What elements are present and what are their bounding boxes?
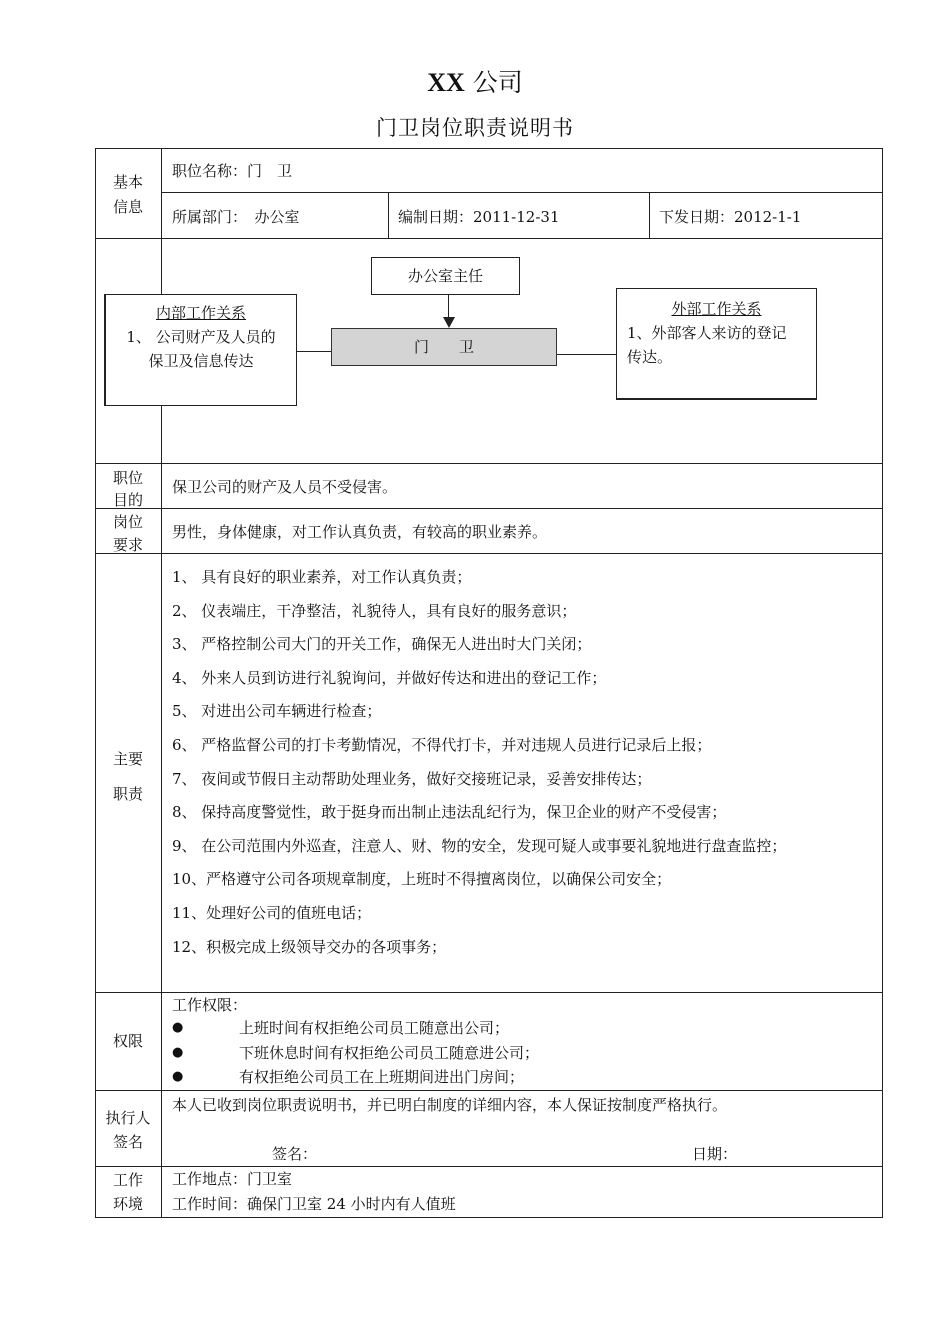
- department: 所属部门： 办公室: [172, 208, 300, 226]
- purpose-label-line1: 职位: [112, 469, 143, 487]
- duty-item: 12、积极完成上级领导交办的各项事务；: [172, 937, 447, 956]
- bullet-icon: ●: [172, 1020, 184, 1035]
- requirements-label-line1: 岗位: [112, 513, 143, 531]
- authority-heading: 工作权限：: [172, 996, 248, 1014]
- duty-item: 4、 外来人员到访进行礼貌询问，并做好传达和进出的登记工作；: [172, 668, 607, 687]
- duty-item: 7、 夜间或节假日主动帮助处理业务，做好交接班记录，妥善安排传达；: [172, 769, 652, 788]
- duty-item: 11、处理好公司的值班电话；: [172, 903, 372, 922]
- supervisor-label: 办公室主任: [407, 267, 483, 285]
- duty-item: 1、 具有良好的职业素养，对工作认真负责；: [172, 568, 472, 586]
- authority-label: 权限: [112, 1032, 143, 1050]
- company-name-bold: XX: [427, 68, 465, 97]
- duty-item: 5、 对进出公司车辆进行检查；: [172, 702, 382, 721]
- purpose-label-line2: 目的: [112, 491, 143, 508]
- duty-item: 9、 在公司范围内外巡查，注意人、财、物的安全，发现可疑人或事要礼貌地进行盘查监控；: [172, 836, 787, 855]
- internal-relations-line1: 1、 公司财产及人员的: [126, 328, 276, 346]
- internal-relations-box: [104, 294, 297, 406]
- duty-item: 6、 严格监督公司的打卡考勤情况，不得代打卡，并对违规人员进行记录后上报；: [172, 735, 712, 754]
- internal-relations-title: 内部工作关系: [155, 304, 246, 322]
- purpose-text: 保卫公司的财产及人员不受侵害。: [172, 478, 398, 496]
- date-field-label[interactable]: 日期：: [692, 1145, 738, 1163]
- basic-info-label-line2: 信息: [112, 198, 143, 216]
- position-box: [331, 328, 557, 366]
- issue-date: 下发日期：2012-1-1: [659, 208, 802, 226]
- requirements-label-line2: 要求: [112, 536, 143, 553]
- internal-connector: [296, 351, 331, 352]
- authority-item: 下班休息时间有权拒绝公司员工随意进公司；: [239, 1044, 540, 1062]
- basic-info-label-line1: 基本: [112, 173, 143, 191]
- work-hours: 工作时间：确保门卫室 24 小时内有人值班: [172, 1195, 456, 1213]
- authority-item: 上班时间有权拒绝公司员工随意出公司；: [239, 1019, 510, 1037]
- environment-label-line2: 环境: [112, 1195, 143, 1213]
- requirements-text: 男性，身体健康，对工作认真负责，有较高的职业素养。: [172, 523, 548, 541]
- external-relations-title: 外部工作关系: [671, 300, 762, 318]
- sign-field-label[interactable]: 签名：: [272, 1145, 318, 1163]
- work-location: 工作地点：门卫室: [172, 1170, 293, 1188]
- document-title: 门卫岗位职责说明书: [376, 116, 574, 140]
- external-relations-line1: 1、外部客人来访的登记: [627, 324, 787, 342]
- duty-item: 2、 仪表端庄，干净整洁，礼貌待人，具有良好的服务意识；: [172, 601, 577, 620]
- compile-date: 编制日期：2011-12-31: [398, 208, 560, 226]
- duty-item: 8、 保持高度警觉性，敢于挺身而出制止违法乱纪行为，保卫企业的财产不受侵害；: [172, 803, 727, 822]
- bullet-icon: ●: [172, 1069, 184, 1084]
- arrow-down-icon: [443, 317, 455, 328]
- duties-label-line2: 职责: [112, 785, 143, 803]
- duty-item: 10、严格遵守公司各项规章制度，上班时不得擅离岗位，以确保公司安全；: [172, 870, 672, 889]
- internal-relations-line2: 保卫及信息传达: [148, 352, 254, 370]
- company-title: [0, 66, 950, 100]
- position-box-label: 门 卫: [413, 338, 474, 356]
- duties-list: [172, 566, 786, 969]
- signature-label-line2: 签名: [112, 1133, 143, 1151]
- bullet-icon: ●: [172, 1045, 184, 1060]
- authority-item: 有权拒绝公司员工在上班期间进出门房间；: [239, 1068, 525, 1086]
- signature-label-line1: 执行人: [105, 1109, 151, 1127]
- external-relations-line2: 传达。: [627, 348, 673, 366]
- signature-statement: 本人已收到岗位职责说明书，并已明白制度的详细内容，本人保证按制度严格执行。: [172, 1096, 728, 1114]
- external-connector: [557, 354, 616, 355]
- company-name-rest: 公司: [472, 68, 523, 97]
- position-name: 职位名称：门 卫: [172, 162, 293, 180]
- duty-item: 3、 严格控制公司大门的开关工作，确保无人进出时大门关闭；: [172, 635, 592, 654]
- external-relations-box: [616, 288, 817, 400]
- environment-label-line1: 工作: [112, 1171, 143, 1189]
- duties-label-line1: 主要: [112, 750, 143, 768]
- supervisor-box: [371, 257, 520, 295]
